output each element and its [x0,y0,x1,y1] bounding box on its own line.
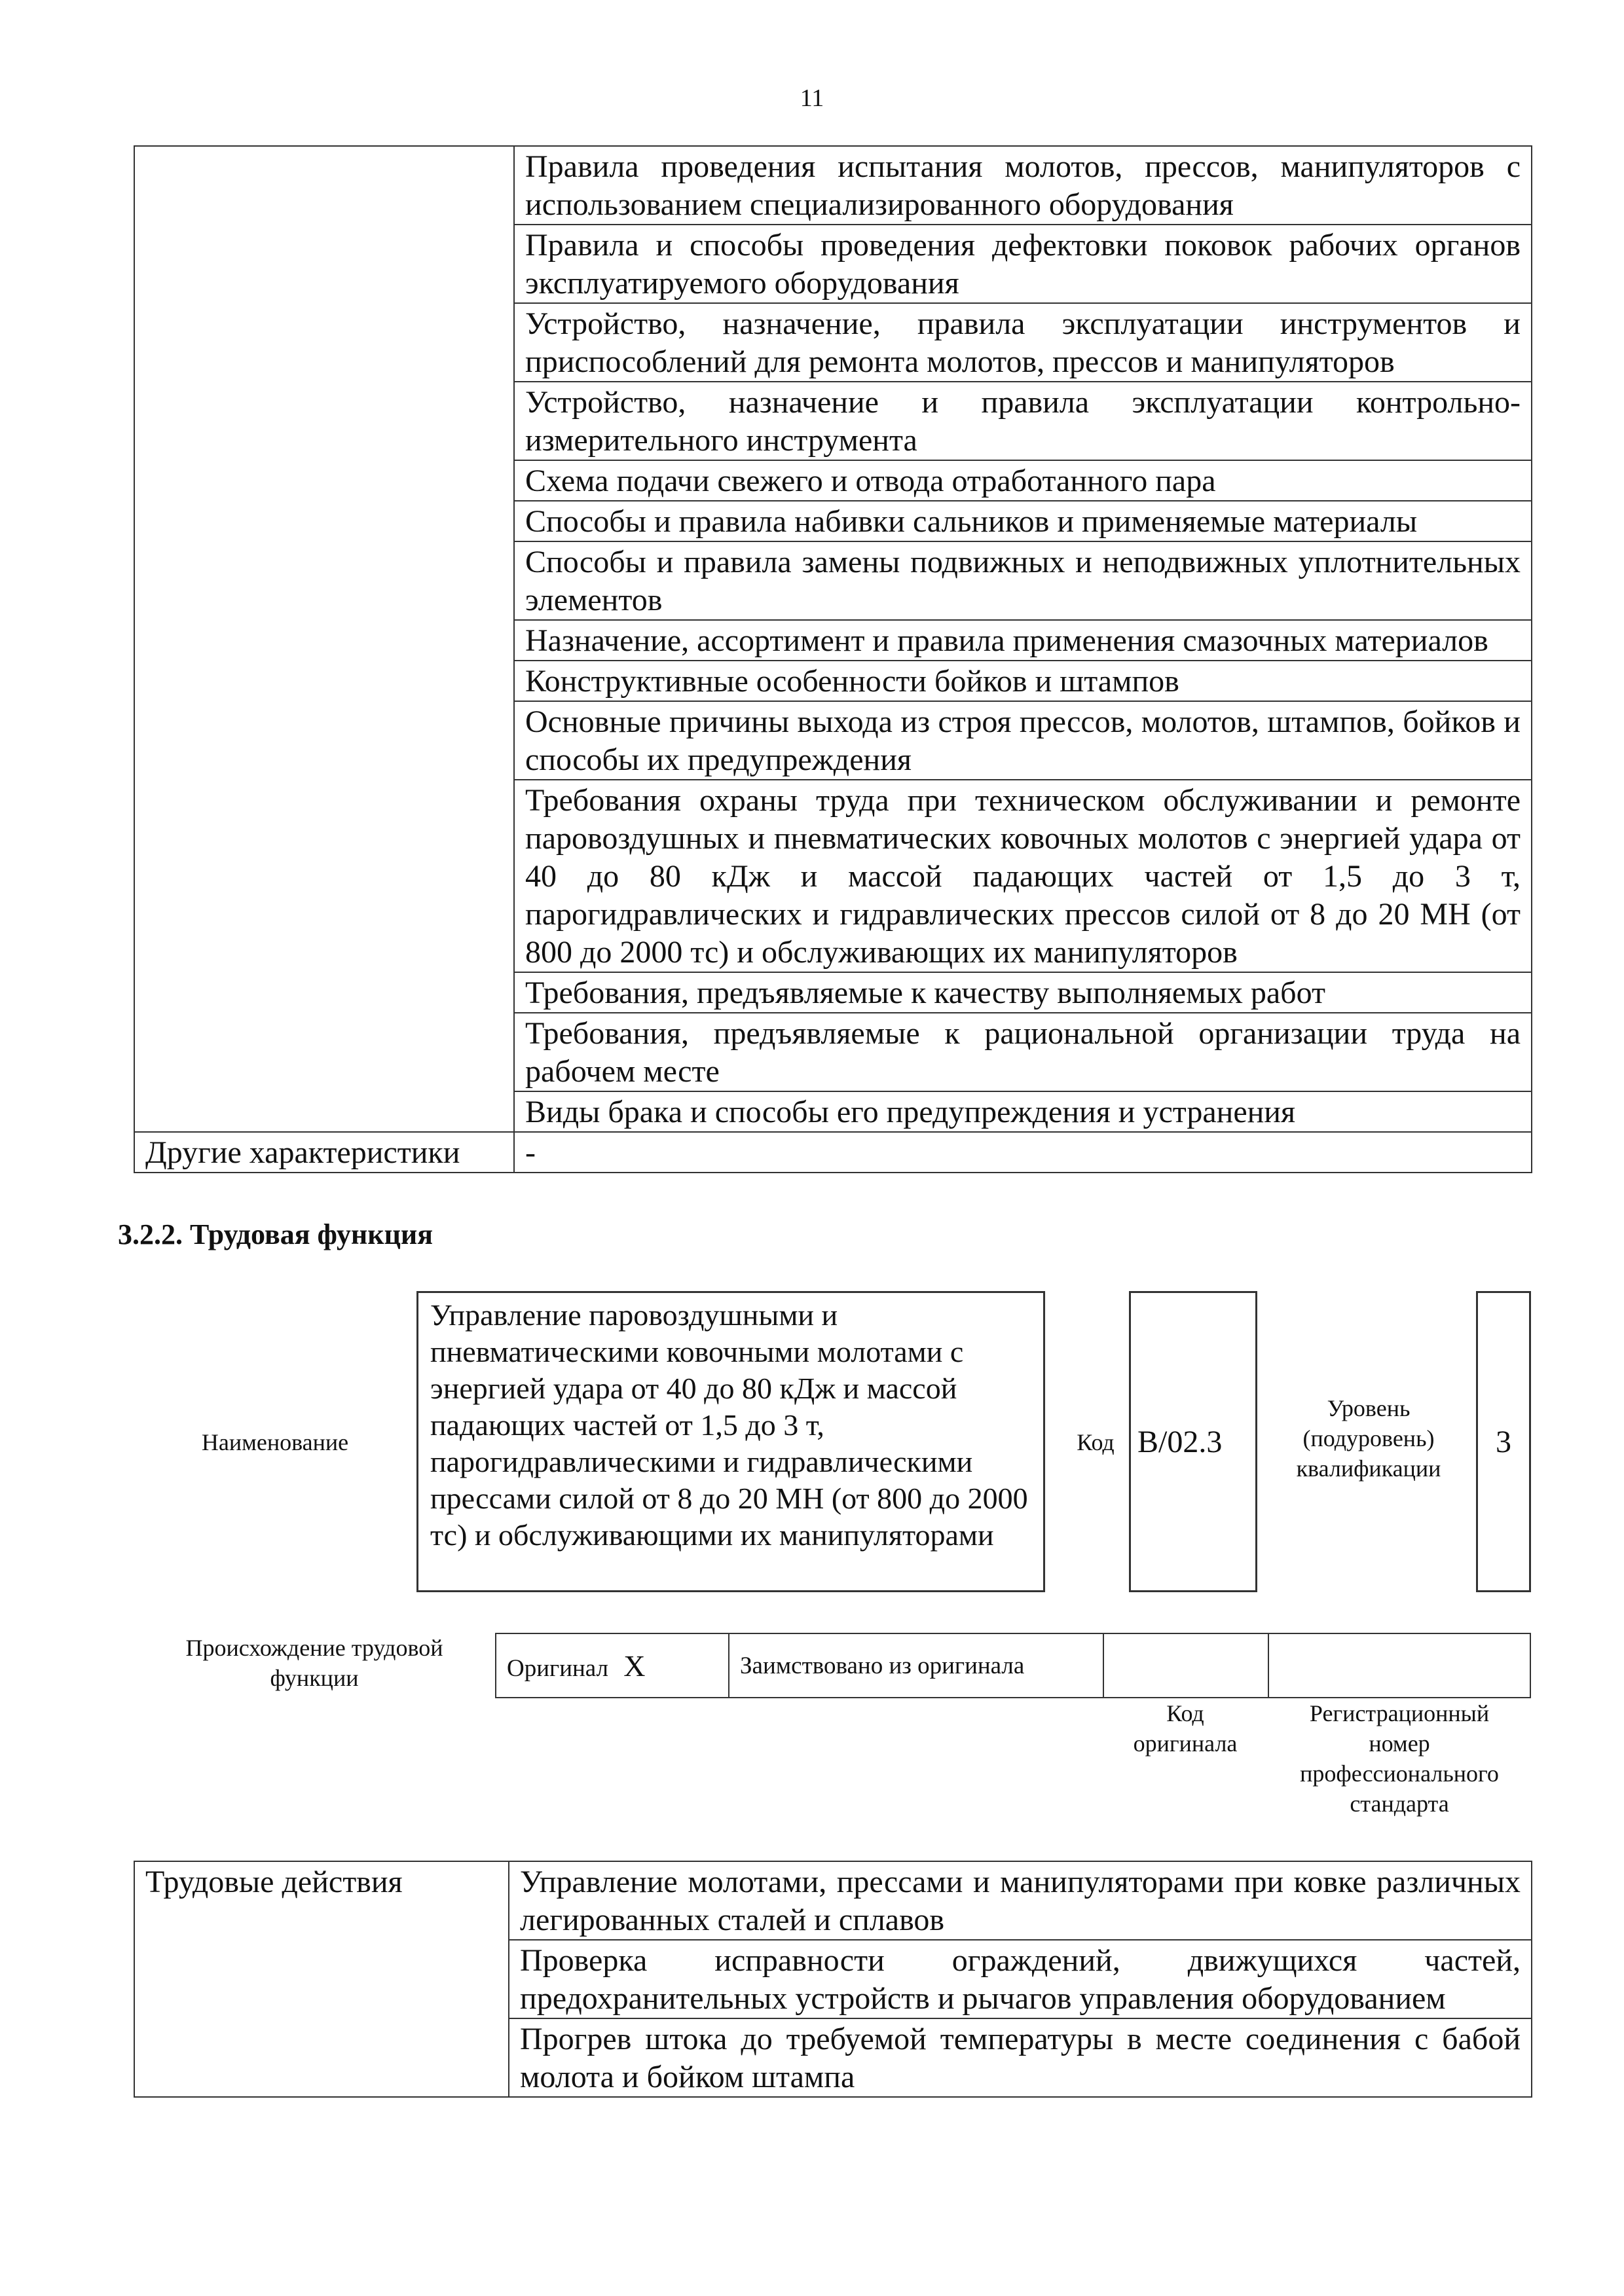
original-label: Оригинал [507,1654,609,1682]
knowledge-item: Правила проведения испытания молотов, прессов, манипуляторов с использованием специализированного оборудования [514,146,1532,225]
page-number: 11 [800,84,824,112]
caption-line: Регистрационный [1309,1700,1490,1726]
function-name-box: Управление паровоздушными и пневматическими ковочными молотами с энергией удара от 40 до 80 кДж и массой падающих частей от 1,5 до 3 т, парогидравлическими и гидравлическими прессами силой от 8 до 20 МН (от 800 до 2000 тс) и обслуживающими их манипуляторами [416,1291,1045,1592]
section-heading: 3.2.2. Трудовая функция [118,1218,434,1250]
origin-label-line: функции [270,1665,359,1691]
level-label [1270,1393,1467,1484]
original-mark: X [623,1649,646,1683]
table-row [496,1633,1530,1698]
knowledge-item: Схема подачи свежего и отвода отработанного пара [514,460,1532,501]
level-label-line: Уровень [1327,1395,1411,1421]
caption-line: профессионального [1300,1760,1499,1787]
origin-label [151,1633,478,1693]
code-label: Код [1077,1429,1115,1455]
other-characteristics-label: Другие характеристики [134,1132,514,1173]
actions-label: Трудовые действия [134,1861,509,2097]
knowledge-item: Требования, предъявляемые к рациональной организации труда на рабочем месте [514,1013,1532,1091]
table-row [134,1132,1532,1173]
code-box [1129,1291,1257,1592]
knowledge-item: Требования, предъявляемые к качеству выполняемых работ [514,972,1532,1013]
knowledge-label-cell [134,146,514,1132]
caption-line: стандарта [1350,1791,1449,1817]
knowledge-item: Назначение, ассортимент и правила применения смазочных материалов [514,620,1532,661]
caption-line: оригинала [1133,1730,1238,1757]
level-label-line: квалификации [1296,1455,1441,1482]
code-value: B/02.3 [1137,1425,1223,1459]
registration-number-cell [1268,1633,1530,1698]
knowledge-item: Виды брака и способы его предупреждения и устранения [514,1091,1532,1132]
level-value: 3 [1496,1424,1511,1459]
original-code-caption [1103,1698,1268,1758]
knowledge-item: Основные причины выхода из строя прессов, молотов, штампов, бойков и способы их предупреждения [514,701,1532,780]
knowledge-table [134,145,1532,1173]
action-item: Управление молотами, прессами и манипуляторами при ковке различных легированных сталей и сплавов [509,1861,1532,1940]
table-row [134,1861,1532,1940]
knowledge-item: Конструктивные особенности бойков и штампов [514,661,1532,701]
knowledge-item: Устройство, назначение и правила эксплуатации контрольно-измерительного инструмента [514,382,1532,460]
borrowed-cell: Заимствовано из оригинала [729,1633,1103,1698]
original-code-cell [1103,1633,1268,1698]
caption-line: Код [1166,1700,1204,1726]
actions-table [134,1861,1532,2098]
original-cell [496,1633,729,1698]
name-label: Наименование [201,1429,349,1455]
level-value-box [1476,1291,1531,1592]
other-characteristics-value: - [514,1132,1532,1173]
knowledge-item: Требования охраны труда при техническом обслуживании и ремонте паровоздушных и пневматических ковочных молотов с энергией удара от 40 до 80 кДж и массой падающих частей от 1,5 до 3 т, парогидравлических и гидравлических прессов силой от 8 до 20 МН (от 800 до 2000 тс) и обслуживающих их манипуляторов [514,780,1532,972]
knowledge-item: Правила и способы проведения дефектовки поковок рабочих органов эксплуатируемого оборудования [514,225,1532,303]
knowledge-item: Способы и правила замены подвижных и неподвижных уплотнительных элементов [514,541,1532,620]
registration-number-caption [1268,1698,1531,1819]
level-label-line: (подуровень) [1302,1425,1435,1451]
caption-line: номер [1369,1730,1430,1757]
origin-label-line: Происхождение трудовой [185,1635,443,1661]
origin-table [495,1633,1531,1698]
action-item: Прогрев штока до требуемой температуры в месте соединения с бабой молота и бойком штампа [509,2018,1532,2097]
action-item: Проверка исправности ограждений, движущихся частей, предохранительных устройств и рычагов управления оборудованием [509,1940,1532,2018]
knowledge-item: Способы и правила набивки сальников и применяемые материалы [514,501,1532,541]
table-row [134,146,1532,225]
knowledge-item: Устройство, назначение, правила эксплуатации инструментов и приспособлений для ремонта молотов, прессов и манипуляторов [514,303,1532,382]
